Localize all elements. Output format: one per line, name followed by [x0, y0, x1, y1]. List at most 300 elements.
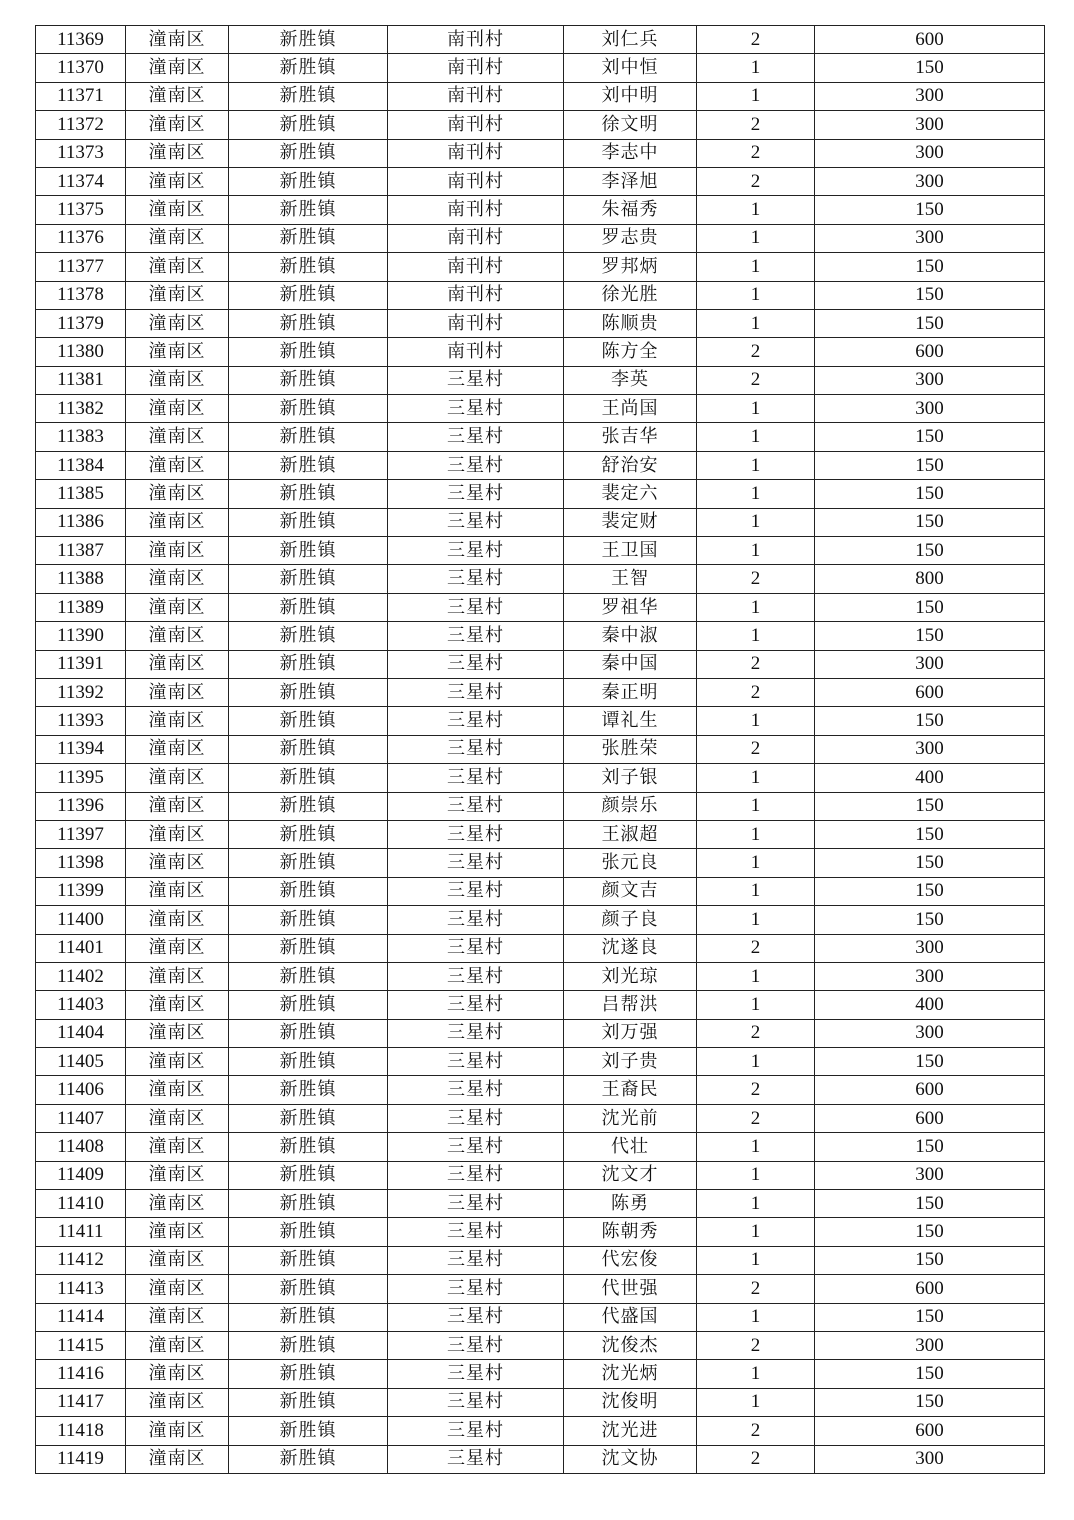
serial-number-cell: 11400 [36, 906, 126, 934]
name-cell: 沈文才 [564, 1161, 697, 1189]
name-cell: 谭礼生 [564, 707, 697, 735]
village-cell: 三星村 [388, 678, 564, 706]
serial-number-cell: 11418 [36, 1417, 126, 1445]
name-cell: 朱福秀 [564, 196, 697, 224]
name-cell: 沈俊杰 [564, 1331, 697, 1359]
district-cell: 潼南区 [126, 1161, 229, 1189]
serial-number-cell: 11386 [36, 508, 126, 536]
amount-cell: 150 [815, 423, 1045, 451]
table-row [36, 906, 1045, 934]
village-cell: 三星村 [388, 792, 564, 820]
serial-number-cell: 11399 [36, 877, 126, 905]
name-cell: 徐光胜 [564, 281, 697, 309]
serial-number-cell: 11408 [36, 1133, 126, 1161]
village-cell: 三星村 [388, 1133, 564, 1161]
household-count-cell: 1 [697, 423, 815, 451]
name-cell: 王智 [564, 565, 697, 593]
village-cell: 南刊村 [388, 26, 564, 54]
serial-number-cell: 11381 [36, 366, 126, 394]
household-count-cell: 2 [697, 565, 815, 593]
town-cell: 新胜镇 [229, 622, 388, 650]
household-count-cell: 1 [697, 395, 815, 423]
town-cell: 新胜镇 [229, 1275, 388, 1303]
table-row [36, 281, 1045, 309]
district-cell: 潼南区 [126, 338, 229, 366]
amount-cell: 300 [815, 962, 1045, 990]
district-cell: 潼南区 [126, 849, 229, 877]
district-cell: 潼南区 [126, 650, 229, 678]
town-cell: 新胜镇 [229, 735, 388, 763]
amount-cell: 150 [815, 508, 1045, 536]
amount-cell: 600 [815, 1076, 1045, 1104]
town-cell: 新胜镇 [229, 792, 388, 820]
household-count-cell: 2 [697, 1076, 815, 1104]
serial-number-cell: 11396 [36, 792, 126, 820]
name-cell: 沈光前 [564, 1104, 697, 1132]
name-cell: 张胜荣 [564, 735, 697, 763]
amount-cell: 300 [815, 82, 1045, 110]
household-count-cell: 1 [697, 877, 815, 905]
name-cell: 沈遂良 [564, 934, 697, 962]
district-cell: 潼南区 [126, 962, 229, 990]
table-row [36, 1218, 1045, 1246]
district-cell: 潼南区 [126, 224, 229, 252]
serial-number-cell: 11382 [36, 395, 126, 423]
table-row [36, 82, 1045, 110]
village-cell: 南刊村 [388, 281, 564, 309]
table-row [36, 1388, 1045, 1416]
amount-cell: 150 [815, 1218, 1045, 1246]
town-cell: 新胜镇 [229, 111, 388, 139]
serial-number-cell: 11405 [36, 1048, 126, 1076]
district-cell: 潼南区 [126, 395, 229, 423]
village-cell: 南刊村 [388, 253, 564, 281]
table-row [36, 309, 1045, 337]
town-cell: 新胜镇 [229, 423, 388, 451]
village-cell: 三星村 [388, 650, 564, 678]
name-cell: 王裔民 [564, 1076, 697, 1104]
name-cell: 王淑超 [564, 820, 697, 848]
household-count-cell: 1 [697, 281, 815, 309]
district-cell: 潼南区 [126, 423, 229, 451]
serial-number-cell: 11419 [36, 1445, 126, 1473]
household-count-cell: 1 [697, 593, 815, 621]
town-cell: 新胜镇 [229, 1019, 388, 1047]
household-count-cell: 1 [697, 196, 815, 224]
village-cell: 南刊村 [388, 139, 564, 167]
table-row [36, 1331, 1045, 1359]
name-cell: 李志中 [564, 139, 697, 167]
name-cell: 罗祖华 [564, 593, 697, 621]
serial-number-cell: 11385 [36, 480, 126, 508]
village-cell: 三星村 [388, 849, 564, 877]
village-cell: 三星村 [388, 622, 564, 650]
district-cell: 潼南区 [126, 480, 229, 508]
amount-cell: 150 [815, 253, 1045, 281]
name-cell: 张元良 [564, 849, 697, 877]
town-cell: 新胜镇 [229, 764, 388, 792]
table-row [36, 565, 1045, 593]
village-cell: 三星村 [388, 764, 564, 792]
town-cell: 新胜镇 [229, 253, 388, 281]
name-cell: 沈文协 [564, 1445, 697, 1473]
amount-cell: 300 [815, 650, 1045, 678]
village-cell: 三星村 [388, 906, 564, 934]
name-cell: 陈顺贵 [564, 309, 697, 337]
serial-number-cell: 11370 [36, 54, 126, 82]
district-cell: 潼南区 [126, 622, 229, 650]
amount-cell: 300 [815, 224, 1045, 252]
village-cell: 南刊村 [388, 224, 564, 252]
village-cell: 三星村 [388, 1303, 564, 1331]
household-count-cell: 1 [697, 792, 815, 820]
village-cell: 三星村 [388, 1218, 564, 1246]
town-cell: 新胜镇 [229, 480, 388, 508]
table-row [36, 338, 1045, 366]
amount-cell: 600 [815, 678, 1045, 706]
table-row [36, 877, 1045, 905]
table-row [36, 934, 1045, 962]
district-cell: 潼南区 [126, 366, 229, 394]
district-cell: 潼南区 [126, 167, 229, 195]
serial-number-cell: 11377 [36, 253, 126, 281]
village-cell: 三星村 [388, 395, 564, 423]
district-cell: 潼南区 [126, 991, 229, 1019]
district-cell: 潼南区 [126, 281, 229, 309]
serial-number-cell: 11371 [36, 82, 126, 110]
household-count-cell: 1 [697, 906, 815, 934]
serial-number-cell: 11413 [36, 1275, 126, 1303]
household-count-cell: 1 [697, 962, 815, 990]
household-count-cell: 1 [697, 480, 815, 508]
table-row [36, 537, 1045, 565]
district-cell: 潼南区 [126, 1104, 229, 1132]
amount-cell: 600 [815, 338, 1045, 366]
town-cell: 新胜镇 [229, 395, 388, 423]
table-row [36, 253, 1045, 281]
village-cell: 三星村 [388, 537, 564, 565]
serial-number-cell: 11384 [36, 451, 126, 479]
name-cell: 沈俊明 [564, 1388, 697, 1416]
name-cell: 秦中淑 [564, 622, 697, 650]
serial-number-cell: 11416 [36, 1360, 126, 1388]
household-count-cell: 1 [697, 1303, 815, 1331]
household-count-cell: 1 [697, 849, 815, 877]
town-cell: 新胜镇 [229, 593, 388, 621]
amount-cell: 300 [815, 167, 1045, 195]
amount-cell: 300 [815, 1161, 1045, 1189]
district-cell: 潼南区 [126, 26, 229, 54]
serial-number-cell: 11394 [36, 735, 126, 763]
name-cell: 代宏俊 [564, 1246, 697, 1274]
household-count-cell: 1 [697, 253, 815, 281]
district-cell: 潼南区 [126, 537, 229, 565]
district-cell: 潼南区 [126, 565, 229, 593]
household-count-cell: 2 [697, 934, 815, 962]
table-row [36, 395, 1045, 423]
name-cell: 刘中恒 [564, 54, 697, 82]
amount-cell: 150 [815, 1388, 1045, 1416]
amount-cell: 300 [815, 934, 1045, 962]
serial-number-cell: 11369 [36, 26, 126, 54]
household-count-cell: 2 [697, 735, 815, 763]
serial-number-cell: 11391 [36, 650, 126, 678]
household-count-cell: 2 [697, 678, 815, 706]
village-cell: 南刊村 [388, 111, 564, 139]
name-cell: 李泽旭 [564, 167, 697, 195]
serial-number-cell: 11374 [36, 167, 126, 195]
village-cell: 三星村 [388, 1246, 564, 1274]
table-row [36, 764, 1045, 792]
serial-number-cell: 11379 [36, 309, 126, 337]
name-cell: 秦中国 [564, 650, 697, 678]
name-cell: 沈光进 [564, 1417, 697, 1445]
table-row [36, 111, 1045, 139]
amount-cell: 150 [815, 877, 1045, 905]
table-row [36, 366, 1045, 394]
town-cell: 新胜镇 [229, 1218, 388, 1246]
serial-number-cell: 11410 [36, 1190, 126, 1218]
household-count-cell: 2 [697, 111, 815, 139]
amount-cell: 150 [815, 707, 1045, 735]
name-cell: 罗志贵 [564, 224, 697, 252]
town-cell: 新胜镇 [229, 565, 388, 593]
district-cell: 潼南区 [126, 678, 229, 706]
amount-cell: 300 [815, 111, 1045, 139]
village-cell: 三星村 [388, 1417, 564, 1445]
serial-number-cell: 11390 [36, 622, 126, 650]
name-cell: 代盛国 [564, 1303, 697, 1331]
district-cell: 潼南区 [126, 1360, 229, 1388]
village-cell: 三星村 [388, 1275, 564, 1303]
village-cell: 三星村 [388, 1161, 564, 1189]
name-cell: 徐文明 [564, 111, 697, 139]
table-row [36, 139, 1045, 167]
table-row [36, 1445, 1045, 1473]
name-cell: 刘子银 [564, 764, 697, 792]
household-count-cell: 2 [697, 1445, 815, 1473]
name-cell: 代壮 [564, 1133, 697, 1161]
table-row [36, 480, 1045, 508]
table-row [36, 1275, 1045, 1303]
name-cell: 陈朝秀 [564, 1218, 697, 1246]
name-cell: 王卫国 [564, 537, 697, 565]
household-count-cell: 2 [697, 1104, 815, 1132]
name-cell: 陈勇 [564, 1190, 697, 1218]
village-cell: 三星村 [388, 508, 564, 536]
town-cell: 新胜镇 [229, 1104, 388, 1132]
serial-number-cell: 11414 [36, 1303, 126, 1331]
village-cell: 三星村 [388, 991, 564, 1019]
table-row [36, 1076, 1045, 1104]
amount-cell: 150 [815, 281, 1045, 309]
name-cell: 吕帮洪 [564, 991, 697, 1019]
village-cell: 三星村 [388, 1388, 564, 1416]
name-cell: 刘中明 [564, 82, 697, 110]
town-cell: 新胜镇 [229, 678, 388, 706]
table-row [36, 820, 1045, 848]
town-cell: 新胜镇 [229, 1331, 388, 1359]
serial-number-cell: 11401 [36, 934, 126, 962]
town-cell: 新胜镇 [229, 338, 388, 366]
amount-cell: 600 [815, 1275, 1045, 1303]
district-cell: 潼南区 [126, 1019, 229, 1047]
household-count-cell: 2 [697, 167, 815, 195]
amount-cell: 150 [815, 451, 1045, 479]
household-count-cell: 2 [697, 338, 815, 366]
table-row [36, 1161, 1045, 1189]
serial-number-cell: 11383 [36, 423, 126, 451]
district-cell: 潼南区 [126, 54, 229, 82]
name-cell: 刘仁兵 [564, 26, 697, 54]
household-count-cell: 1 [697, 82, 815, 110]
village-cell: 三星村 [388, 1445, 564, 1473]
amount-cell: 300 [815, 735, 1045, 763]
district-cell: 潼南区 [126, 1246, 229, 1274]
district-cell: 潼南区 [126, 196, 229, 224]
district-cell: 潼南区 [126, 451, 229, 479]
table-row [36, 1133, 1045, 1161]
household-count-cell: 1 [697, 1161, 815, 1189]
town-cell: 新胜镇 [229, 1417, 388, 1445]
village-cell: 三星村 [388, 735, 564, 763]
serial-number-cell: 11373 [36, 139, 126, 167]
district-cell: 潼南区 [126, 1331, 229, 1359]
name-cell: 裴定财 [564, 508, 697, 536]
serial-number-cell: 11375 [36, 196, 126, 224]
village-cell: 三星村 [388, 1048, 564, 1076]
town-cell: 新胜镇 [229, 1445, 388, 1473]
town-cell: 新胜镇 [229, 1161, 388, 1189]
table-row [36, 224, 1045, 252]
table-row [36, 1104, 1045, 1132]
serial-number-cell: 11404 [36, 1019, 126, 1047]
serial-number-cell: 11397 [36, 820, 126, 848]
village-cell: 南刊村 [388, 54, 564, 82]
district-cell: 潼南区 [126, 593, 229, 621]
household-count-cell: 1 [697, 1048, 815, 1076]
table-row [36, 54, 1045, 82]
town-cell: 新胜镇 [229, 167, 388, 195]
village-cell: 三星村 [388, 366, 564, 394]
district-cell: 潼南区 [126, 309, 229, 337]
table-row [36, 735, 1045, 763]
amount-cell: 150 [815, 1303, 1045, 1331]
table-row [36, 26, 1045, 54]
table-row [36, 167, 1045, 195]
amount-cell: 150 [815, 1246, 1045, 1274]
serial-number-cell: 11380 [36, 338, 126, 366]
town-cell: 新胜镇 [229, 537, 388, 565]
district-cell: 潼南区 [126, 1048, 229, 1076]
name-cell: 李英 [564, 366, 697, 394]
town-cell: 新胜镇 [229, 366, 388, 394]
amount-cell: 150 [815, 906, 1045, 934]
town-cell: 新胜镇 [229, 991, 388, 1019]
town-cell: 新胜镇 [229, 1360, 388, 1388]
serial-number-cell: 11387 [36, 537, 126, 565]
household-count-cell: 1 [697, 1388, 815, 1416]
household-count-cell: 1 [697, 451, 815, 479]
village-cell: 三星村 [388, 451, 564, 479]
amount-cell: 150 [815, 820, 1045, 848]
district-cell: 潼南区 [126, 1303, 229, 1331]
table-row [36, 1246, 1045, 1274]
district-cell: 潼南区 [126, 253, 229, 281]
document-page [35, 25, 1044, 1474]
district-cell: 潼南区 [126, 1190, 229, 1218]
town-cell: 新胜镇 [229, 54, 388, 82]
table-row [36, 1190, 1045, 1218]
name-cell: 刘万强 [564, 1019, 697, 1047]
household-count-cell: 1 [697, 309, 815, 337]
household-count-cell: 2 [697, 1275, 815, 1303]
town-cell: 新胜镇 [229, 508, 388, 536]
household-count-cell: 1 [697, 1218, 815, 1246]
amount-cell: 300 [815, 1019, 1045, 1047]
town-cell: 新胜镇 [229, 1048, 388, 1076]
town-cell: 新胜镇 [229, 1388, 388, 1416]
village-cell: 三星村 [388, 593, 564, 621]
serial-number-cell: 11415 [36, 1331, 126, 1359]
household-count-cell: 2 [697, 1331, 815, 1359]
town-cell: 新胜镇 [229, 820, 388, 848]
table-row [36, 423, 1045, 451]
district-cell: 潼南区 [126, 820, 229, 848]
amount-cell: 300 [815, 366, 1045, 394]
village-cell: 三星村 [388, 934, 564, 962]
household-count-cell: 1 [697, 1360, 815, 1388]
district-cell: 潼南区 [126, 139, 229, 167]
table-row [36, 991, 1045, 1019]
table-row [36, 451, 1045, 479]
serial-number-cell: 11411 [36, 1218, 126, 1246]
town-cell: 新胜镇 [229, 139, 388, 167]
household-count-cell: 1 [697, 224, 815, 252]
district-cell: 潼南区 [126, 877, 229, 905]
amount-cell: 400 [815, 764, 1045, 792]
serial-number-cell: 11407 [36, 1104, 126, 1132]
serial-number-cell: 11403 [36, 991, 126, 1019]
town-cell: 新胜镇 [229, 309, 388, 337]
name-cell: 颜文吉 [564, 877, 697, 905]
amount-cell: 150 [815, 480, 1045, 508]
amount-cell: 150 [815, 622, 1045, 650]
town-cell: 新胜镇 [229, 707, 388, 735]
village-cell: 三星村 [388, 1190, 564, 1218]
table-row [36, 962, 1045, 990]
serial-number-cell: 11412 [36, 1246, 126, 1274]
serial-number-cell: 11409 [36, 1161, 126, 1189]
town-cell: 新胜镇 [229, 26, 388, 54]
serial-number-cell: 11417 [36, 1388, 126, 1416]
household-count-cell: 1 [697, 537, 815, 565]
serial-number-cell: 11398 [36, 849, 126, 877]
serial-number-cell: 11406 [36, 1076, 126, 1104]
table-row [36, 650, 1045, 678]
village-cell: 南刊村 [388, 309, 564, 337]
table-row [36, 707, 1045, 735]
village-cell: 三星村 [388, 1019, 564, 1047]
town-cell: 新胜镇 [229, 934, 388, 962]
table-row [36, 508, 1045, 536]
amount-cell: 150 [815, 593, 1045, 621]
district-cell: 潼南区 [126, 1275, 229, 1303]
amount-cell: 150 [815, 1360, 1045, 1388]
amount-cell: 300 [815, 1331, 1045, 1359]
amount-cell: 150 [815, 537, 1045, 565]
name-cell: 秦正明 [564, 678, 697, 706]
